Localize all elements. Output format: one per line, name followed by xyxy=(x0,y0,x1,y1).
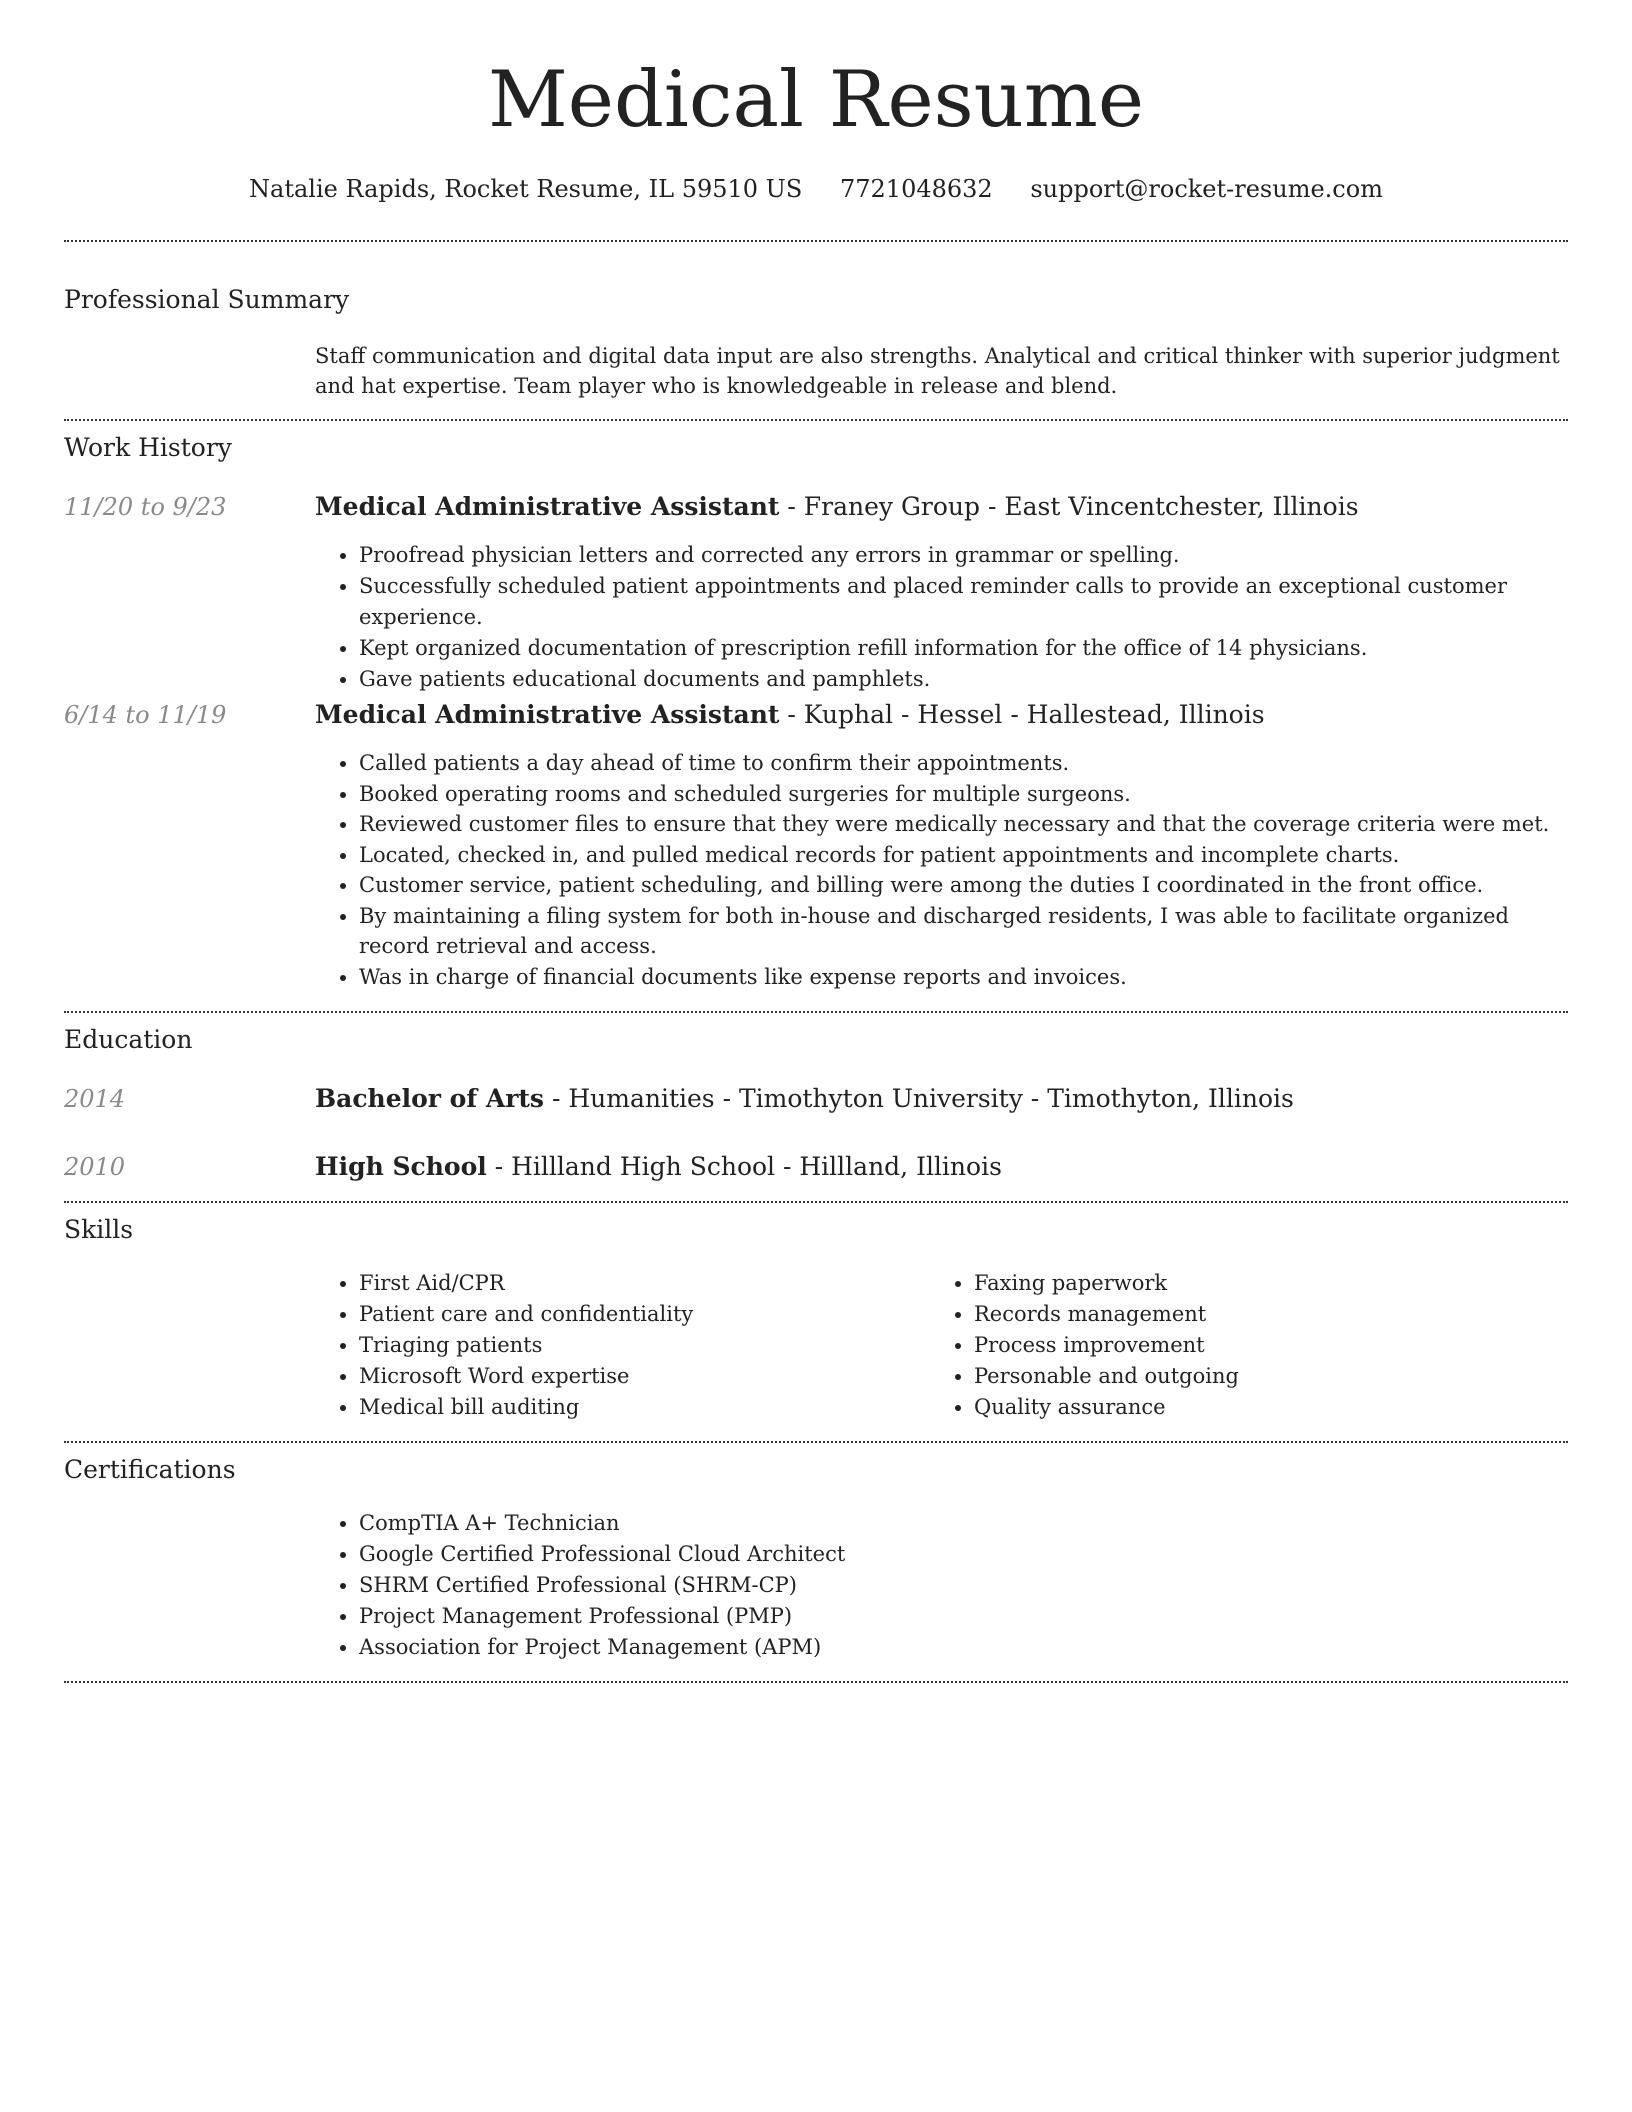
list-item: • Triaging patients xyxy=(359,1330,930,1361)
education-entry xyxy=(315,1149,1568,1185)
list-item: • Customer service, patient scheduling, and billing were among the duties I coordinated in the front office. xyxy=(359,870,1568,901)
education-degree: Bachelor of Arts xyxy=(315,1084,545,1113)
job-bullets xyxy=(315,540,1568,695)
list-item: • Successfully scheduled patient appointments and placed reminder calls to provide an exceptional customer experience. xyxy=(359,571,1568,633)
certifications-list xyxy=(315,1508,1568,1663)
job-details: - Kuphal - Hessel - Hallestead, Illinois xyxy=(779,700,1265,729)
education-divider xyxy=(64,1201,1568,1203)
header-divider xyxy=(64,240,1568,242)
certifications-heading: Certifications xyxy=(64,1455,236,1484)
list-item: • Kept organized documentation of prescription refill information for the office of 14 physicians. xyxy=(359,633,1568,664)
summary-heading: Professional Summary xyxy=(64,285,350,314)
job-heading xyxy=(315,489,1568,525)
skills-list-left xyxy=(315,1268,930,1423)
job-details: - Franey Group - East Vincentchester, Illinois xyxy=(779,492,1359,521)
education-degree: High School xyxy=(315,1152,487,1181)
education-details: - Humanities - Timothyton University - Timothyton, Illinois xyxy=(544,1084,1294,1113)
contact-phone: 7721048632 xyxy=(839,175,993,203)
list-item: • Reviewed customer files to ensure that they were medically necessary and that the coverage criteria were met. xyxy=(359,809,1568,840)
certifications-divider xyxy=(64,1681,1568,1683)
list-item: • Google Certified Professional Cloud Architect xyxy=(359,1539,1568,1570)
list-item: • Gave patients educational documents and pamphlets. xyxy=(359,664,1568,695)
job-dates: 11/20 to 9/23 xyxy=(64,493,227,521)
job-heading xyxy=(315,697,1568,733)
work-divider xyxy=(64,1011,1568,1013)
list-item: • Project Management Professional (PMP) xyxy=(359,1601,1568,1632)
work-heading: Work History xyxy=(64,433,232,462)
list-item: • Medical bill auditing xyxy=(359,1392,930,1423)
skills-divider xyxy=(64,1441,1568,1443)
skills-list-right xyxy=(930,1268,1545,1423)
list-item: • Called patients a day ahead of time to confirm their appointments. xyxy=(359,748,1568,779)
list-item: • Records management xyxy=(974,1299,1545,1330)
list-item: • Process improvement xyxy=(974,1330,1545,1361)
job-title: Medical Administrative Assistant xyxy=(315,492,780,521)
summary-text: Staff communication and digital data input are also strengths. Analytical and critical thinker with superior judgment and hat expertise. Team player who is knowledgeable in release and blend. xyxy=(315,344,1560,398)
list-item: • Microsoft Word expertise xyxy=(359,1361,930,1392)
education-heading: Education xyxy=(64,1025,193,1054)
list-item: • Personable and outgoing xyxy=(974,1361,1545,1392)
list-item: • Was in charge of financial documents like expense reports and invoices. xyxy=(359,962,1568,993)
contact-line xyxy=(0,171,1632,207)
list-item: • Quality assurance xyxy=(974,1392,1545,1423)
education-entry xyxy=(315,1081,1568,1117)
contact-address: Natalie Rapids, Rocket Resume, IL 59510 US xyxy=(249,175,803,203)
job-bullets xyxy=(315,748,1568,992)
list-item: • Located, checked in, and pulled medical records for patient appointments and incomplete charts. xyxy=(359,840,1568,871)
list-item: • Association for Project Management (APM) xyxy=(359,1632,1568,1663)
list-item: • By maintaining a filing system for both in-house and discharged residents, I was able to facilitate organized record retrieval and access. xyxy=(359,901,1568,962)
list-item: • Faxing paperwork xyxy=(974,1268,1545,1299)
list-item: • SHRM Certified Professional (SHRM-CP) xyxy=(359,1570,1568,1601)
education-details: - Hillland High School - Hillland, Illinois xyxy=(486,1152,1002,1181)
summary-divider xyxy=(64,419,1568,421)
list-item: • Patient care and confidentiality xyxy=(359,1299,930,1330)
education-year: 2014 xyxy=(64,1085,126,1113)
skills-heading: Skills xyxy=(64,1215,134,1244)
resume-title: Medical Resume xyxy=(487,55,1145,145)
contact-email: support@rocket-resume.com xyxy=(1030,175,1383,203)
list-item: • First Aid/CPR xyxy=(359,1268,930,1299)
education-year: 2010 xyxy=(64,1153,126,1181)
job-dates: 6/14 to 11/19 xyxy=(64,701,227,729)
list-item: • CompTIA A+ Technician xyxy=(359,1508,1568,1539)
list-item: • Proofread physician letters and corrected any errors in grammar or spelling. xyxy=(359,540,1568,571)
job-title: Medical Administrative Assistant xyxy=(315,700,780,729)
list-item: • Booked operating rooms and scheduled surgeries for multiple surgeons. xyxy=(359,779,1568,810)
